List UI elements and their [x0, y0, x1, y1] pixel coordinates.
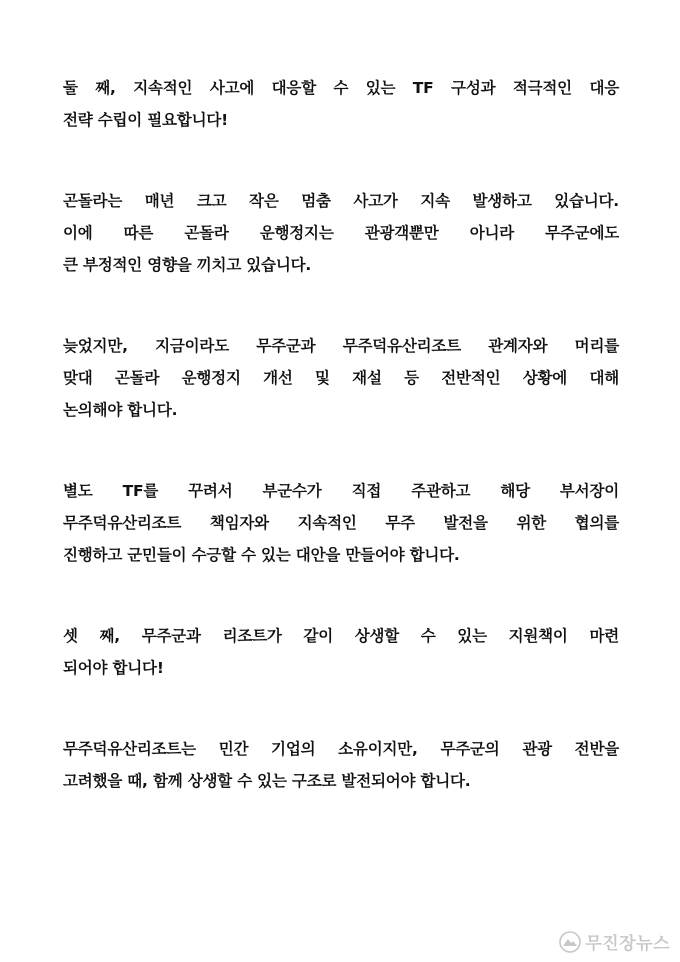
paragraph-1 — [63, 72, 619, 136]
paragraph-6 — [63, 733, 619, 797]
text-line: 곤돌라는 매년 크고 작은 멈춤 사고가 지속 발생하고 있습니다. — [63, 192, 619, 210]
paragraph-5 — [63, 620, 619, 684]
text-line: 무주덕유산리조트 책임자와 지속적인 무주 발전을 위한 협의를 — [63, 514, 619, 532]
text-line: 셋 째, 무주군과 리조트가 같이 상생할 수 있는 지원책이 마련 — [63, 627, 619, 645]
watermark-text: 무진장뉴스 — [585, 934, 670, 954]
text-line: 되어야 합니다! — [63, 659, 164, 677]
text-line: 늦었지만, 지금이라도 무주군과 무주덕유산리조트 관계자와 머리를 — [63, 337, 619, 355]
text-line: 큰 부정적인 영향을 끼치고 있습니다. — [63, 256, 312, 274]
text-line: 전략 수립이 필요합니다! — [63, 111, 228, 129]
text-line: 별도 TF를 꾸려서 부군수가 직접 주관하고 해당 부서장이 — [63, 482, 619, 500]
text-line: 무주덕유산리조트는 민간 기업의 소유이지만, 무주군의 관광 전반을 — [63, 740, 619, 758]
paragraph-3 — [63, 330, 619, 426]
text-line: 맞대 곤돌라 운행정지 개선 및 재설 등 전반적인 상황에 대해 — [63, 369, 619, 387]
text-line: 논의해야 합니다. — [63, 401, 178, 419]
mountain-logo-icon — [559, 931, 581, 953]
watermark — [559, 929, 670, 954]
paragraph-2 — [63, 185, 619, 281]
document-body — [63, 72, 619, 846]
text-line: 둘 째, 지속적인 사고에 대응할 수 있는 TF 구성과 적극적인 대응 — [63, 79, 619, 97]
paragraph-4 — [63, 475, 619, 571]
text-line: 진행하고 군민들이 수긍할 수 있는 대안을 만들어야 합니다. — [63, 546, 460, 564]
text-line: 고려했을 때, 함께 상생할 수 있는 구조로 발전되어야 합니다. — [63, 772, 471, 790]
text-line: 이에 따른 곤돌라 운행정지는 관광객뿐만 아니라 무주군에도 — [63, 224, 619, 242]
